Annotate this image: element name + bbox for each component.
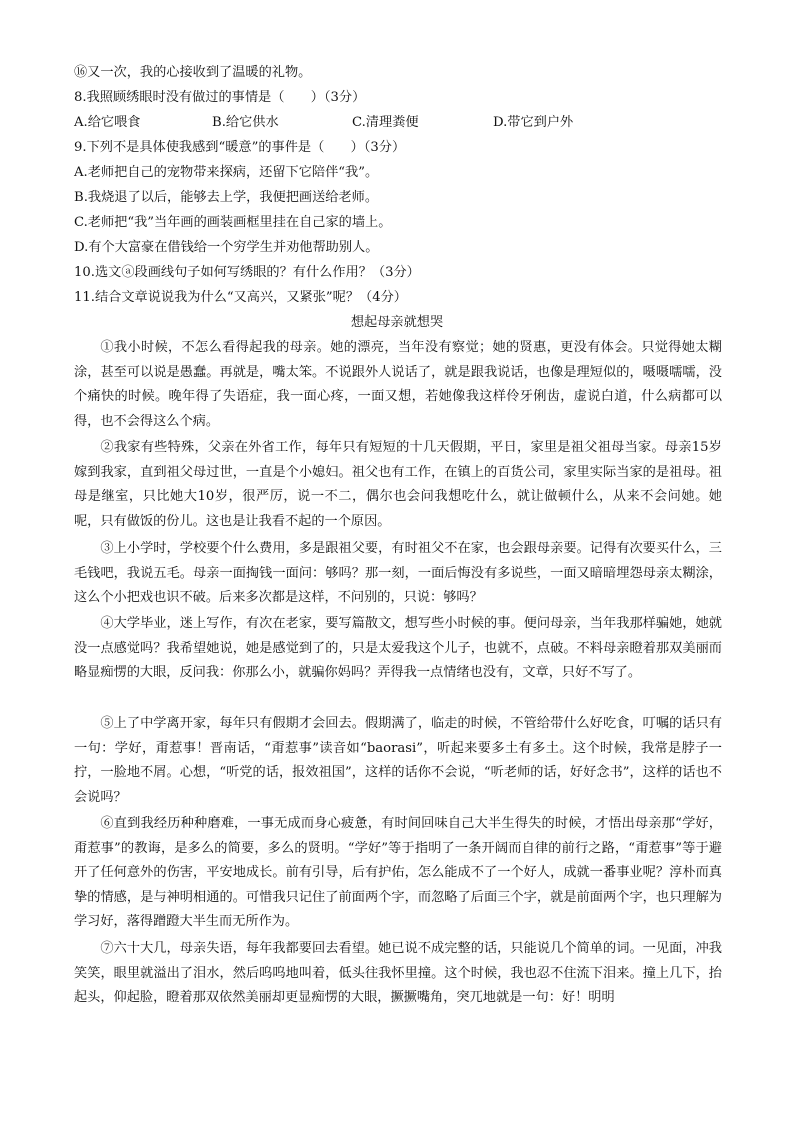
q9-option-c: C.老师把“我”当年画的画装画框里挂在自己家的墙上。: [74, 215, 392, 230]
article-title: 想起母亲就想哭: [350, 315, 444, 330]
q8-options: [74, 114, 722, 132]
article-paragraph-2: ②我家有些特殊，父亲在外省工作，每年只有短短的十几天假期，平日，家里是祖父祖母当家。母亲15岁嫁到我家，直到祖父母过世，一直是个小媳妇。祖父也有工作，在镇上的百货公司，家里实际当家的是祖母。祖母是继室，只比她大10岁，很严厉，说一不二，偶尔也会问我想吃什么，就让做顿什么，从来不会问她。她呢，只有做饭的份儿。这也是让我看不起的一个原因。: [74, 440, 722, 529]
article-paragraph-4: ④大学毕业，迷上写作，有次在老家，要写篇散文，想写些小时候的事。便问母亲，当年我那样骗她，她就没一点感觉吗？我希望她说，她是感觉到了的，只是太爱我这个儿子，也就不，点破。不料母亲瞪着那双美丽而略显痴愣的大眼，反问我：你那么小，就骗你妈吗？弄得我一点情绪也没有，文章，只好不写了。: [74, 616, 722, 681]
top-line: ⑯又一次，我的心接收到了温暖的礼物。: [74, 65, 312, 80]
q9-option-a: A.老师把自己的宠物带来探病，还留下它陪伴“我”。: [74, 165, 379, 180]
q8-stem: 8.我照顾绣眼时没有做过的事情是（ ）（3分）: [74, 90, 366, 105]
q10-stem: 10.选文ⓐ段画线句子如何写绣眼的？有什么作用？（3分）: [74, 265, 420, 280]
q9-option-d: D.有个大富豪在借钱给一个穷学生并劝他帮助别人。: [74, 240, 379, 255]
article-paragraph-1: ①我小时候，不怎么看得起我的母亲。她的漂亮，当年没有察觉；她的贤惠，更没有体会。只觉得她太糊涂，甚至可以说是愚蠢。再就是，嘴太笨。不说跟外人说话了，就是跟我说话，也像是理短似的，嗫嗫嚅嚅，没个痛快的时候。晚年得了失语症，我一面心疼，一面又想，若她像我这样伶牙俐齿，虚说白道，什么病都可以得，也不会得这么个病。: [74, 340, 722, 429]
article-paragraph-6: ⑥直到我经历种种磨难，一事无成而身心疲惫，有时间回味自己大半生得失的时候，才悟出母亲那“学好，甭惹事”的教诲，是多么的简要，多么的贤明。“学好”等于指明了一条开阔而自律的前行之路，“甭惹事”等于避开了任何意外的伤害，平安地成长。前有引导，后有护佑，怎么能成不了一个好人，成就一番事业呢？淳朴而真挚的情感，是与神明相通的。可惜我只记住了前面两个字，而忽略了后面三个字，就是前面两个字，也只理解为学习好，落得蹭蹬大半生而无所作为。: [74, 816, 722, 930]
q8-option-a: A.给它喂食: [74, 115, 141, 130]
q8-option-d: D.带它到户外: [493, 115, 574, 130]
article-paragraph-5: ⑤上了中学离开家，每年只有假期才会回去。假期满了，临走的时候，不管给带什么好吃食，叮嘱的话只有一句：学好，甭惹事！晋南话，“甭惹事”读音如“baorasi”，听起来要多土有多土。这个时候，我常是脖子一拧，一脸地不屑。心想，“听党的话，报效祖国”，这样的话你不会说，“听老师的话，好好念书”，这样的话也不会说吗？: [74, 716, 722, 805]
q8-option-b: B.给它供水: [212, 115, 279, 130]
q8-option-c: C.清理粪便: [352, 115, 419, 130]
q9-stem: 9.下列不是具体使我感到“暖意”的事件是（ ）（3分）: [74, 140, 406, 155]
q11-stem: 11.结合文章说说我为什么“又高兴，又紧张”呢？（4分）: [74, 290, 407, 305]
article-paragraph-7: ⑦六十大几，母亲失语，每年我都要回去看望。她已说不成完整的话，只能说几个简单的词。一见面，冲我笑笑，眼里就溢出了泪水，然后呜呜地叫着，低头往我怀里撞。这个时候，我也忍不住流下泪来。撞上几下，抬起头，仰起脸，瞪着那双依然美丽却更显痴愣的大眼，撅撅嘴角，突兀地就是一句：好！明明: [74, 941, 722, 1006]
article-paragraph-3: ③上小学时，学校要个什么费用，多是跟祖父要，有时祖父不在家，也会跟母亲要。记得有次要买什么，三毛钱吧，我说五毛。母亲一面掏钱一面问：够吗？那一刻，一面后悔没有多说些，一面又暗暗埋怨母亲太糊涂，这么个小把戏也识不破。后来多次都是这样，不问别的，只说：够吗？: [74, 541, 722, 606]
q9-option-b: B.我烧退了以后，能够去上学，我便把画送给老师。: [74, 190, 379, 205]
